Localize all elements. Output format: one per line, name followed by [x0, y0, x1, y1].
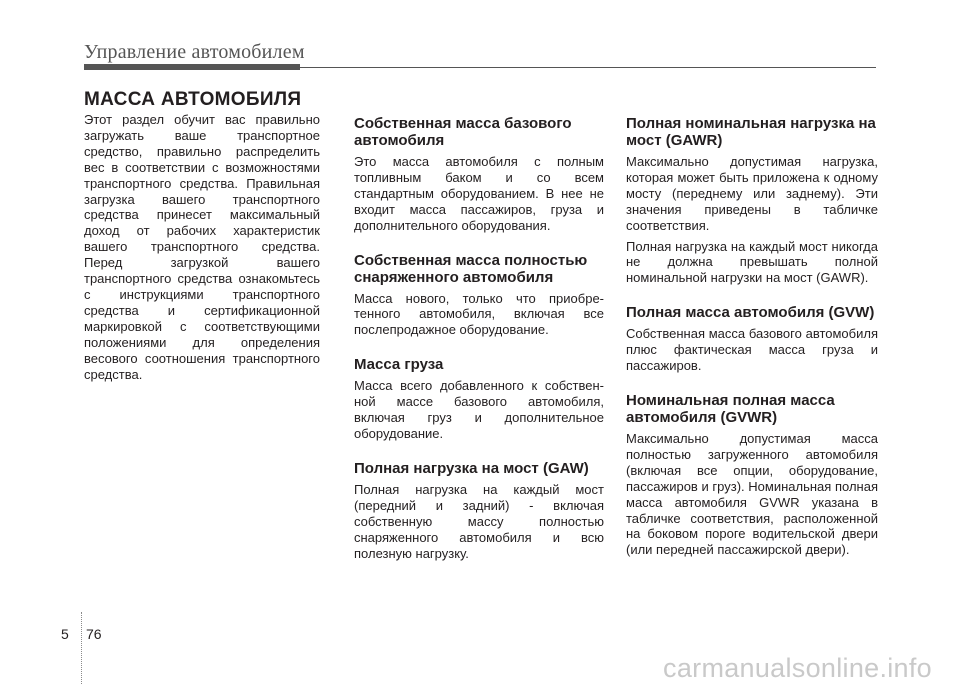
subhead-gvw: Полная масса автомобиля (GVW) [626, 304, 875, 322]
page-number: 76 [86, 626, 102, 642]
paragraph-gawr-note: Полная нагрузка на каждый мост никогда не должна превышать полной номинальной нагрузки на мост (GAWR). [626, 238, 878, 286]
running-header-title: Управление автомобилем [84, 41, 305, 63]
subhead-cargo-weight: Масса груза [354, 356, 444, 374]
intro-paragraph: Этот раздел обучит вас правильно загружать ваше транспортное средство, правильно распределить вес в соответствии с возможностями транспортного средства. Правильная загрузка вашего транспортного средства принесет максимальный доход от рабочих характеристик вашего транспортного средства. Перед загрузкой вашего транспортного средства ознакомьтесь с инструкциями транспортного средства и сертификационной маркировкой с соответствующими положениями для определения весового соотношения транспортного средства. [84, 112, 320, 382]
chapter-number: 5 [61, 626, 69, 642]
column-1 [84, 112, 320, 382]
subhead-gaw: Полная нагрузка на мост (GAW) [354, 459, 589, 477]
watermark-text: carmanualsonline.info [663, 653, 932, 683]
subhead-full-curb-weight: Собственная масса полностью снаряженного автомобиля [354, 251, 588, 286]
paragraph-curb-weight: Это масса автомобиля с полным топливным баком и со всем стандартным оборудованием. В нее не входит масса пассажиров, груза и дополнительного оборудования. [354, 154, 604, 233]
paragraph-gvwr: Максимально допустимая масса полностью загруженного автомобиля (включая все опции, оборудование, пассажиров и груз). Номинальная полная масса автомобиля GVWR указана в табличке соответствия, расположенной на боковом пороге водительской двери (или передней пассажирской двери). [626, 430, 878, 558]
subhead-curb-weight: Собственная масса базового автомобиля [354, 115, 572, 149]
paragraph-cargo-weight: Масса всего добавленного к собствен-ной массе базового автомобиля, включая груз и дополнительное оборудование. [354, 378, 604, 441]
subhead-gvwr: Номинальная полная масса автомобиля (GVWR) [626, 391, 835, 426]
paragraph-full-curb-weight: Масса нового, только что приобре-тенного автомобиля, включая все послепродажное оборудование. [354, 290, 604, 338]
paragraph-gawr: Максимально допустимая нагрузка, которая может быть приложена к одному мосту (переднему или заднему). Эти значения приведены в табличке соответствия. [626, 154, 878, 233]
header-rule-thick [84, 64, 300, 70]
header-rule-thin [300, 67, 876, 68]
section-title: МАССА АВТОМОБИЛЯ [84, 89, 302, 110]
column-2 [354, 112, 604, 561]
paragraph-gvw: Собственная масса базового автомобиля плюс фактическая масса груза и пассажиров. [626, 326, 878, 374]
paragraph-gaw: Полная нагрузка на каждый мост (передний и задний) - включая собственную массу полностью снаряженного автомобиля и всю полезную нагрузку. [354, 481, 604, 561]
column-3 [626, 112, 878, 558]
page-number-divider [81, 612, 82, 684]
subhead-gawr: Полная номинальная нагрузка на мост (GAWR) [626, 115, 876, 149]
